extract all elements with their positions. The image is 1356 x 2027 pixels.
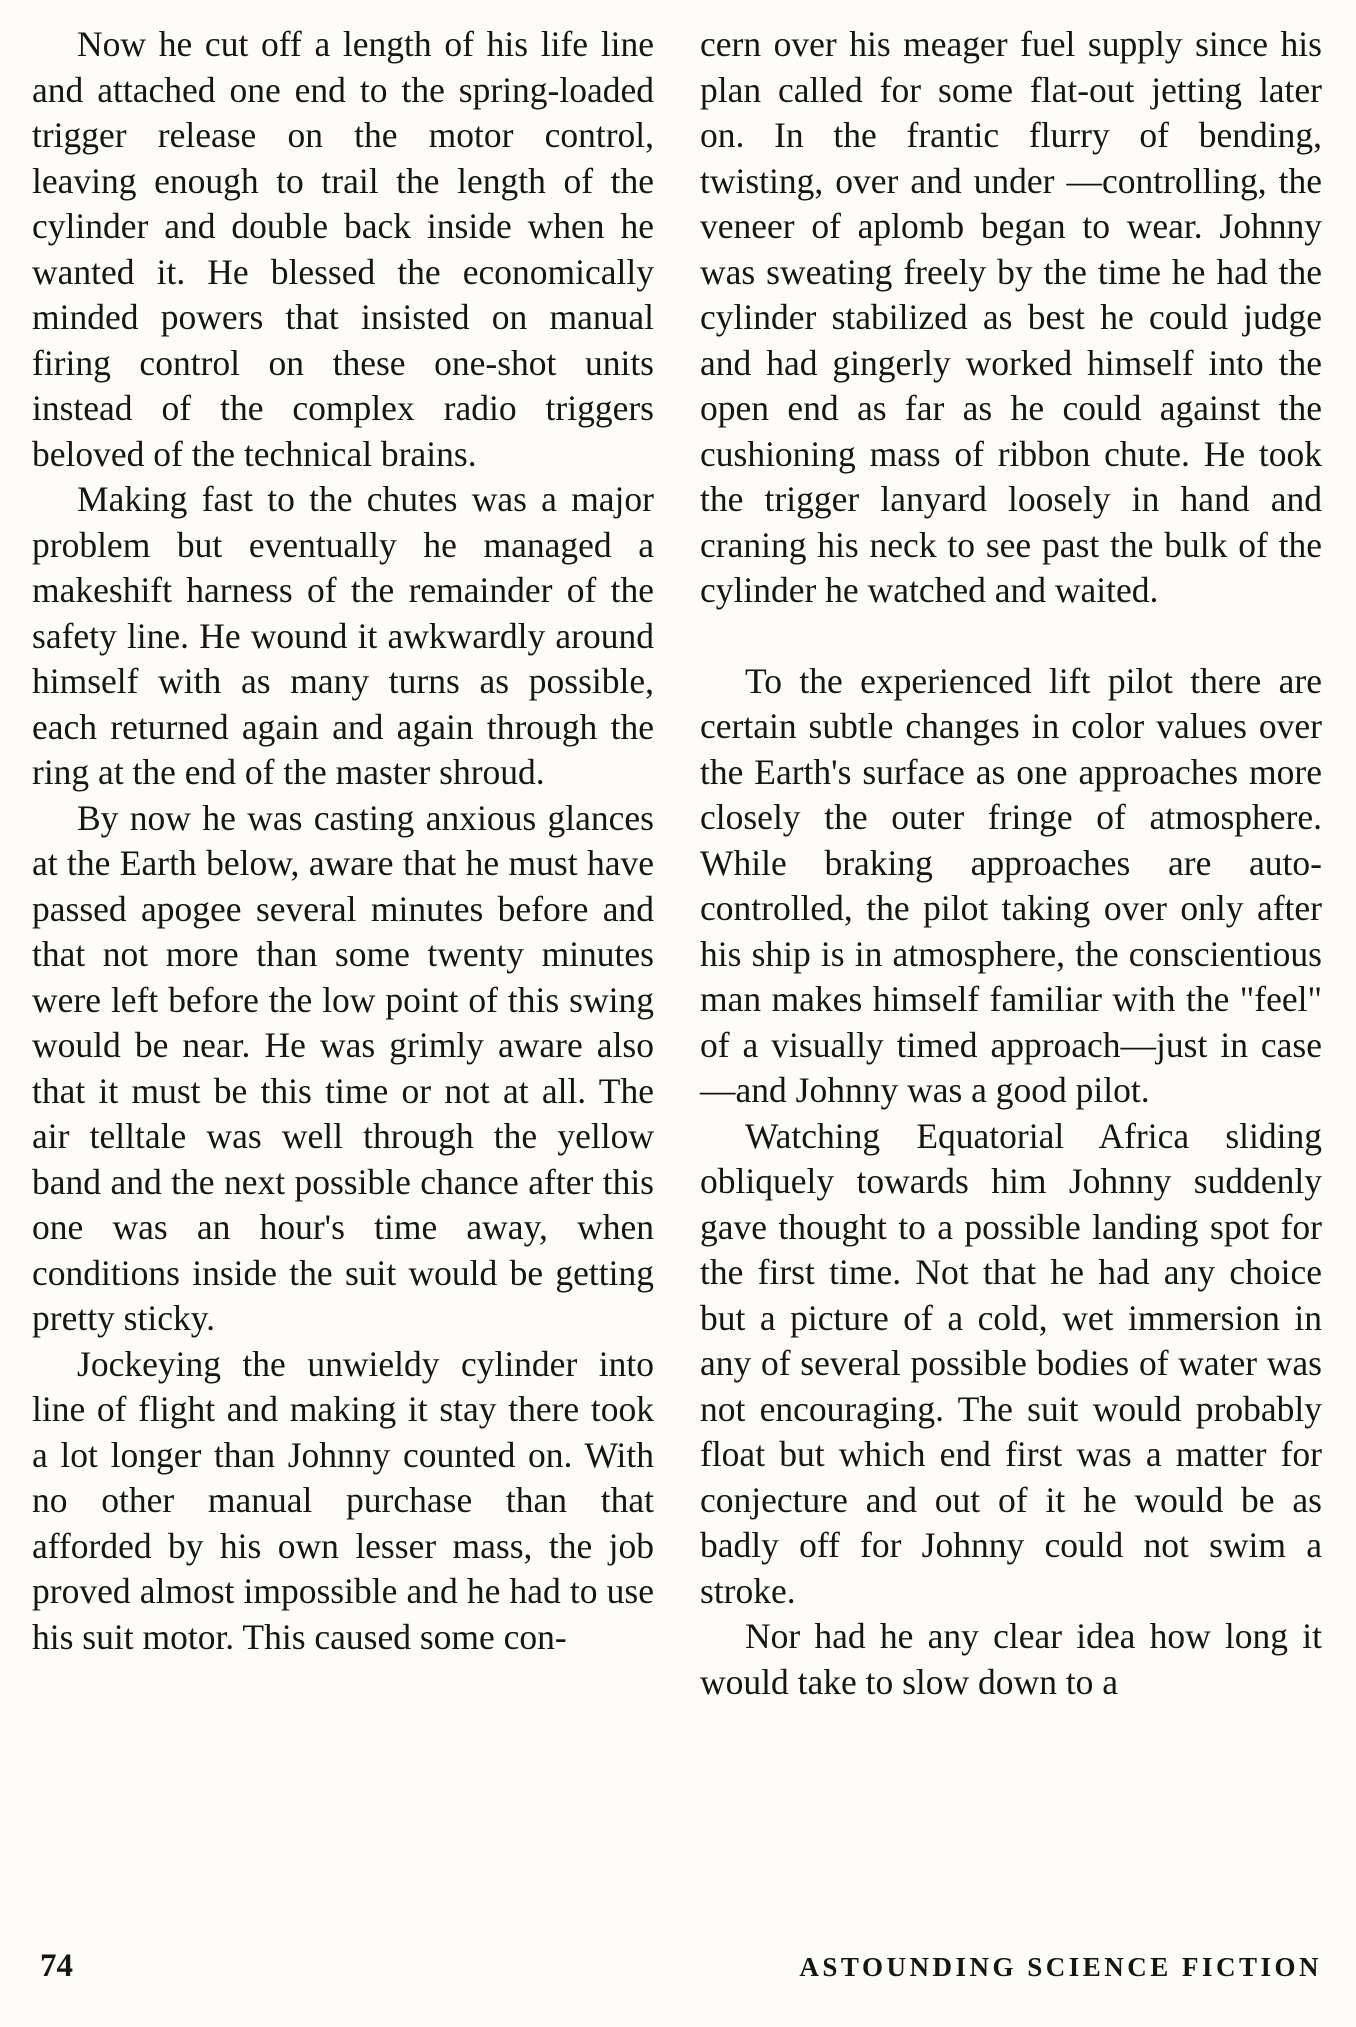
running-title: ASTOUNDING SCIENCE FICTION [799,1952,1322,1982]
right-paragraph-continued: cern over his meager fuel supply since his plan called for some flat-out jetting later on. In the frantic flurry of bending, twisting, over and under —controlling, the veneer of aplomb began to wear. Johnny was sweating freely by the time he had the cylinder stabilized as best he could judge and had gingerly worked himself into the open end as far as he could against the cushioning mass of ribbon chute. He took the trigger lanyard loosely in hand and craning his neck to see past the bulk of the cylinder he watched and waited. [700,24,1322,610]
left-paragraph-2: Making fast to the chutes was a major problem but eventually he managed a makeshift harness of the remainder of the safety line. He wound it awkwardly around himself with as many turns as possible, each returned again and again through the ring at the end of the master shroud. [32,479,654,792]
page-number: 74 [40,1948,73,1984]
left-column [32,22,654,1660]
left-paragraph-4: Jockeying the unwieldy cylinder into line of flight and making it stay there took a lot longer than Johnny counted on. With no other manual purchase than that afforded by his own lesser mass, the job proved almost impossible and he had to use his suit motor. This caused some con- [32,1343,654,1657]
right-paragraph-3: Nor had he any clear idea how long it would take to slow down to a [700,1616,1322,1702]
section-break [700,614,1322,659]
left-paragraph-3: By now he was casting anxious glances at the Earth below, aware that he must have passed apogee several minutes before and that not more than some twenty minutes were left before the low point of this swing would be near. He was grimly aware also that it must be this time or not at all. The air telltale was well through the yellow band and the next possible chance after this one was an hour's time away, when conditions inside the suit would be getting pretty sticky. [32,797,654,1338]
right-paragraph-2: Watching Equatorial Africa sliding obliquely towards him Johnny suddenly gave thought to a possible landing spot for the first time. Not that he had any choice but a picture of a cold, wet immersion in any of several possible bodies of water was not encouraging. The suit would probably float but which end first was a matter for conjecture and out of it he would be as badly off for Johnny could not swim a stroke. [700,1115,1322,1611]
left-paragraph-1: Now he cut off a length of his life line and attached one end to the spring-loaded trigger release on the motor control, leaving enough to trail the length of the cylinder and double back inside when he wanted it. He blessed the economically minded powers that insisted on manual firing control on these one-shot units instead of the complex radio triggers beloved of the technical brains. [32,24,654,474]
right-column [700,22,1322,1705]
page-footer [32,1948,1322,1998]
right-paragraph-1: To the experienced lift pilot there are certain subtle changes in color values over the Earth's surface as one approaches more closely the outer fringe of atmosphere. While braking approaches are auto-controlled, the pilot taking over only after his ship is in atmosphere, the conscientious man makes himself familiar with the "feel" of a visually timed approach—just in case—and Johnny was a good pilot. [700,660,1322,1110]
